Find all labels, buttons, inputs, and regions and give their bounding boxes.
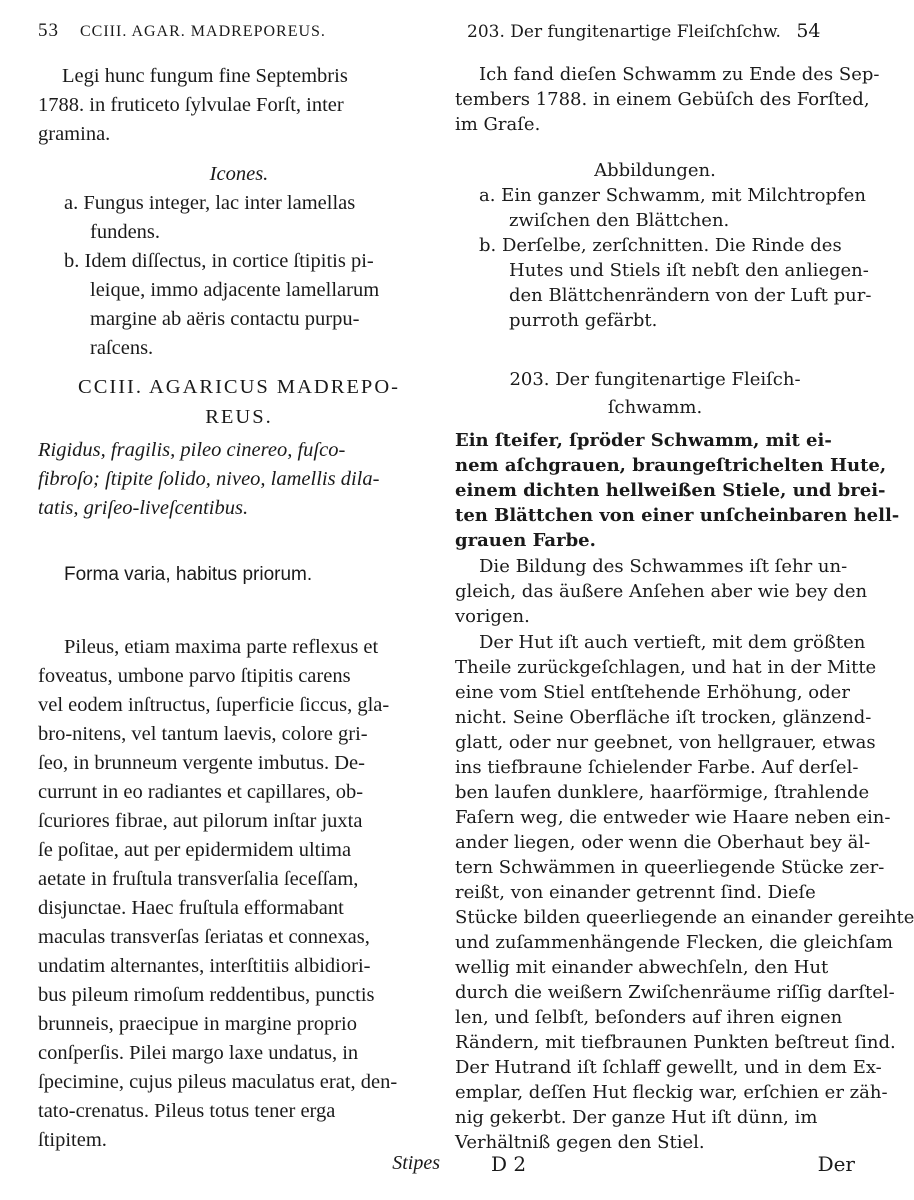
- left-catchword: Stipes: [392, 1152, 440, 1174]
- right-bildung: [455, 554, 868, 629]
- text-line: Legi hunc fungum fine Septembris: [62, 65, 348, 87]
- text-line: nem aſchgrauen, braungeſtrichelten Hute,: [455, 455, 887, 476]
- text-line: leique, immo adjacente lamellarum: [90, 279, 380, 301]
- text-line: eine vom Stiel entſtehende Erhöhung, oder: [455, 682, 850, 703]
- text-line: vorigen.: [455, 606, 530, 627]
- text-line: nig gekerbt. Der ganze Hut iſt dünn, im: [455, 1107, 818, 1128]
- text-line: ten Blättchen von einer unſcheinbaren hell-: [455, 505, 900, 526]
- text-line: wellig mit einander abwechſeln, den Hut: [455, 957, 829, 978]
- text-line: tato-crenatus. Pileus totus tener erga: [38, 1100, 336, 1122]
- abbildungen-title: Abbildungen.: [594, 160, 716, 181]
- text-line: ander liegen, oder wenn die Oberhaut bey äl-: [455, 832, 871, 853]
- text-line: 1788. in fruticeto ſylvulae Forſt, inter: [38, 94, 344, 116]
- heading-line: ſchwamm.: [607, 397, 703, 418]
- right-signature: D 2: [491, 1152, 527, 1176]
- text-line: Hutes und Stiels iſt nebſt den anliegen-: [509, 260, 869, 281]
- left-page-number: 53: [38, 20, 59, 41]
- left-page: [38, 0, 440, 1200]
- text-line: ſpecimine, cujus pileus maculatus erat, den-: [38, 1071, 398, 1093]
- text-line: Verhältniß gegen den Stiel.: [455, 1132, 705, 1153]
- left-diagnosis: [38, 436, 440, 523]
- text-line: len, und ſelbſt, beſonders auf ihren eignen: [455, 1007, 843, 1028]
- text-line: im Graſe.: [455, 114, 541, 135]
- text-line: glatt, oder nur geebnet, von hellgrauer, etwas: [455, 732, 876, 753]
- text-line: b. Idem diſſectus, in cortice ſtipitis pi-: [64, 250, 374, 272]
- text-line: emplar, deſſen Hut fleckig war, erſchien er zäh-: [455, 1082, 888, 1103]
- right-catchword: Der: [817, 1152, 855, 1176]
- heading-line: REUS.: [205, 406, 273, 428]
- text-line: a. Ein ganzer Schwamm, mit Milchtropfen: [479, 185, 866, 206]
- text-line: Die Bildung des Schwammes iſt ſehr un-: [479, 556, 848, 577]
- right-description: [455, 428, 900, 553]
- text-line: conſperſis. Pilei margo laxe undatus, in: [38, 1042, 359, 1064]
- right-page-number: 54: [796, 20, 821, 42]
- text-line: brunneis, praecipue in margine proprio: [38, 1013, 357, 1035]
- text-line: Pileus, etiam maxima parte reflexus et: [64, 636, 379, 658]
- right-page: [455, 0, 914, 1200]
- text-line: foveatus, umbone parvo ſtipitis carens: [38, 665, 351, 687]
- text-line: Ich fand dieſen Schwamm zu Ende des Sep-: [479, 64, 880, 85]
- right-running-head: [467, 20, 821, 42]
- left-species-heading: [38, 372, 440, 432]
- text-line: aetate in fruſtula transverſalia ſeceſſam,: [38, 868, 359, 890]
- icones-title: Icones.: [209, 163, 269, 185]
- text-line: Stücke bilden queerliegende an einander gereihte: [455, 907, 914, 928]
- text-line: bus pileum rimoſum reddentibus, punctis: [38, 984, 375, 1006]
- right-intro: [455, 62, 880, 137]
- heading-line: 203. Der fungitenartige Fleiſch-: [509, 369, 801, 390]
- text-line: grauen Farbe.: [455, 530, 596, 551]
- left-pileus: [38, 633, 440, 1155]
- text-line: Ein ſteifer, ſpröder Schwamm, mit ei-: [455, 430, 832, 451]
- text-line: Der Hut iſt auch vertieft, mit dem größten: [479, 632, 866, 653]
- text-line: currunt in eo radiantes et capillares, ob-: [38, 781, 364, 803]
- text-line: ſeo, in brunneum vergente imbutus. De-: [38, 752, 365, 774]
- text-line: vel eodem inſtructus, ſuperficie ſiccus, gla-: [38, 694, 390, 716]
- text-line: reißt, von einander getrennt ſind. Dieſe: [455, 882, 816, 903]
- text-line: und zuſammenhängende Flecken, die gleichſam: [455, 932, 893, 953]
- text-line: Faſern weg, die entweder wie Haare neben ein-: [455, 807, 891, 828]
- left-intro: [38, 62, 440, 149]
- right-species-heading: [455, 366, 855, 422]
- text-line: ſe poſitae, aut per epidermidem ultima: [38, 839, 352, 861]
- text-line: nicht. Seine Oberfläche iſt trocken, glänzend-: [455, 707, 872, 728]
- text-line: zwiſchen den Blättchen.: [509, 210, 730, 231]
- text-line: den Blättchenrändern von der Luft pur-: [509, 285, 872, 306]
- text-line: bro-nitens, vel tantum laevis, colore gri-: [38, 723, 368, 745]
- text-line: Der Hutrand iſt ſchlaff gewellt, und in dem Ex-: [455, 1057, 882, 1078]
- text-line: tern Schwämmen in queerliegende Stücke zer-: [455, 857, 885, 878]
- text-line: purroth gefärbt.: [509, 310, 658, 331]
- text-line: undatim alternantes, interſtitiis albidiori-: [38, 955, 371, 977]
- left-head-title: CCIII. AGAR. MADREPOREUS.: [80, 23, 326, 40]
- text-line: fundens.: [90, 221, 161, 243]
- text-line: gleich, das äußere Anſehen aber wie bey den: [455, 581, 868, 602]
- text-line: b. Derſelbe, zerſchnitten. Die Rinde des: [479, 235, 842, 256]
- text-line: durch die weißern Zwiſchenräume riſſig darſtel-: [455, 982, 895, 1003]
- heading-line: CCIII. AGARICUS MADREPO-: [78, 376, 400, 398]
- text-line: einem dichten hellweißen Stiele, und brei-: [455, 480, 886, 501]
- left-icones: [38, 160, 440, 363]
- right-hut: [455, 630, 914, 1155]
- text-line: Rändern, mit tiefbraunen Punkten beſtreut ſind.: [455, 1032, 896, 1053]
- text-line: tatis, griſeo-liveſcentibus.: [38, 497, 249, 519]
- text-line: ins tiefbraune ſchielender Farbe. Auf derſel-: [455, 757, 859, 778]
- text-line: margine ab aëris contactu purpu-: [90, 308, 360, 330]
- left-forma: [38, 560, 440, 589]
- text-line: ſtipitem.: [38, 1129, 107, 1151]
- right-head-title: 203. Der fungitenartige Fleiſchſchw.: [467, 22, 781, 42]
- left-running-head: [38, 20, 326, 42]
- text-line: disjunctae. Haec fruſtula efformabant: [38, 897, 344, 919]
- text-line: ſcuriores fibrae, aut pilorum inſtar juxta: [38, 810, 363, 832]
- text-line: tembers 1788. in einem Gebüſch des Forſted,: [455, 89, 870, 110]
- text-line: raſcens.: [90, 337, 154, 359]
- text-line: gramina.: [38, 123, 111, 145]
- text-line: Rigidus, fragilis, pileo cinereo, fuſco-: [38, 439, 346, 461]
- text-line: a. Fungus integer, lac inter lamellas: [64, 192, 356, 214]
- right-abbildungen: [455, 158, 872, 333]
- text-line: fibroſo; ſtipite ſolido, niveo, lamellis dila-: [38, 468, 380, 490]
- text-line: maculas transverſas ſeriatas et connexas,: [38, 926, 370, 948]
- text-line: Theile zurückgeſchlagen, und hat in der Mitte: [455, 657, 877, 678]
- text-line: ben laufen dunklere, haarförmige, ſtrahlende: [455, 782, 870, 803]
- text-line: Forma varia, habitus priorum.: [64, 564, 313, 585]
